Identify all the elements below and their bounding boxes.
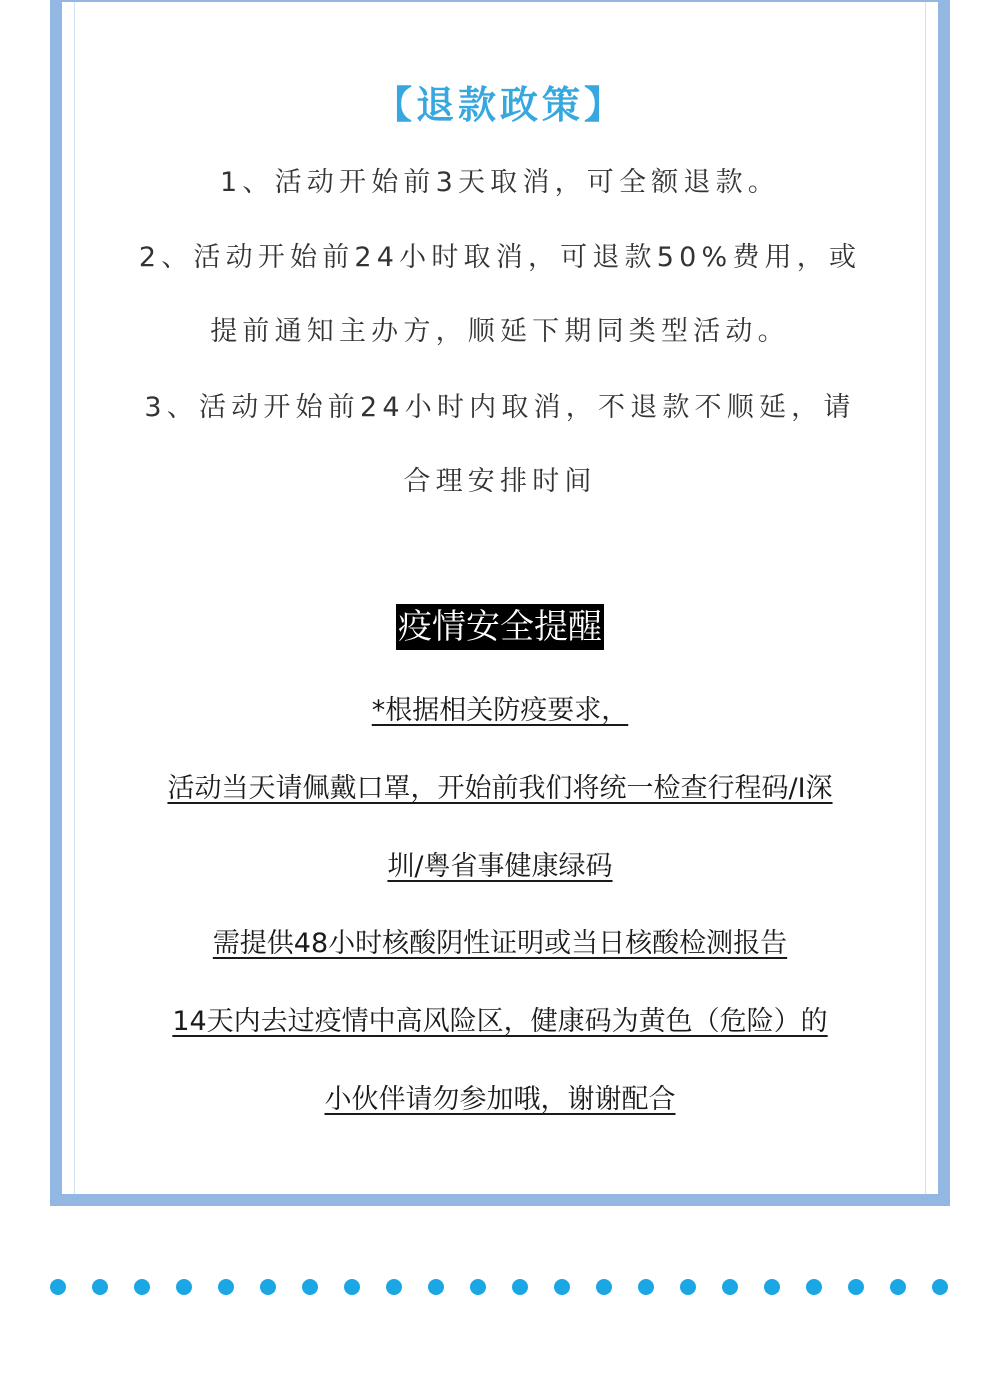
safety-line-4-text: 需提供48小时核酸阴性证明或当日核酸检测报告 [212, 928, 788, 959]
safety-line-6 [0, 1077, 1000, 1116]
decorative-dot [470, 1279, 486, 1295]
decorative-dot [890, 1279, 906, 1295]
decorative-dot [680, 1279, 696, 1295]
refund-line-3: 提前通知主办方，顺延下期同类型活动。 [210, 316, 790, 347]
safety-title-container [0, 604, 1000, 650]
decorative-dot [638, 1279, 654, 1295]
safety-line-2-text: 活动当天请佩戴口罩，开始前我们将统一检查行程码/I深 [167, 773, 833, 804]
safety-line-5-text: 14天内去过疫情中高风险区，健康码为黄色（危险）的 [172, 1006, 828, 1037]
safety-line-3-text: 圳/粤省事健康绿码 [387, 851, 613, 882]
decorative-dot [764, 1279, 780, 1295]
safety-line-5 [0, 999, 1000, 1038]
decorative-dot [428, 1279, 444, 1295]
decorative-dot-row [50, 1279, 950, 1295]
decorative-dot [344, 1279, 360, 1295]
refund-policy-title: 【退款政策】 [373, 83, 626, 127]
decorative-dot [512, 1279, 528, 1295]
decorative-dot [932, 1279, 948, 1295]
refund-line-5: 合理安排时间 [403, 466, 597, 497]
refund-line-2: 2、活动开始前24小时取消，可退款50%费用，或 [138, 242, 862, 273]
decorative-dot [218, 1279, 234, 1295]
safety-line-1-text: *根据相关防疫要求， [371, 695, 629, 726]
decorative-dot [848, 1279, 864, 1295]
decorative-dot [806, 1279, 822, 1295]
safety-line-6-text: 小伙伴请勿参加哦，谢谢配合 [324, 1084, 676, 1115]
safety-line-3 [0, 844, 1000, 883]
safety-line-1 [0, 688, 1000, 727]
decorative-dot [722, 1279, 738, 1295]
decorative-dot [554, 1279, 570, 1295]
safety-line-2 [0, 766, 1000, 805]
decorative-dot [596, 1279, 612, 1295]
decorative-dot [260, 1279, 276, 1295]
decorative-dot [92, 1279, 108, 1295]
safety-line-4 [0, 921, 1000, 960]
refund-line-1: 1、活动开始前3天取消，可全额退款。 [220, 167, 780, 198]
decorative-dot [134, 1279, 150, 1295]
decorative-dot [386, 1279, 402, 1295]
decorative-dot [50, 1279, 66, 1295]
decorative-dot [176, 1279, 192, 1295]
decorative-dot [302, 1279, 318, 1295]
safety-reminder-title: 疫情安全提醒 [396, 604, 604, 650]
refund-line-4: 3、活动开始前24小时内取消，不退款不顺延，请 [144, 392, 856, 423]
